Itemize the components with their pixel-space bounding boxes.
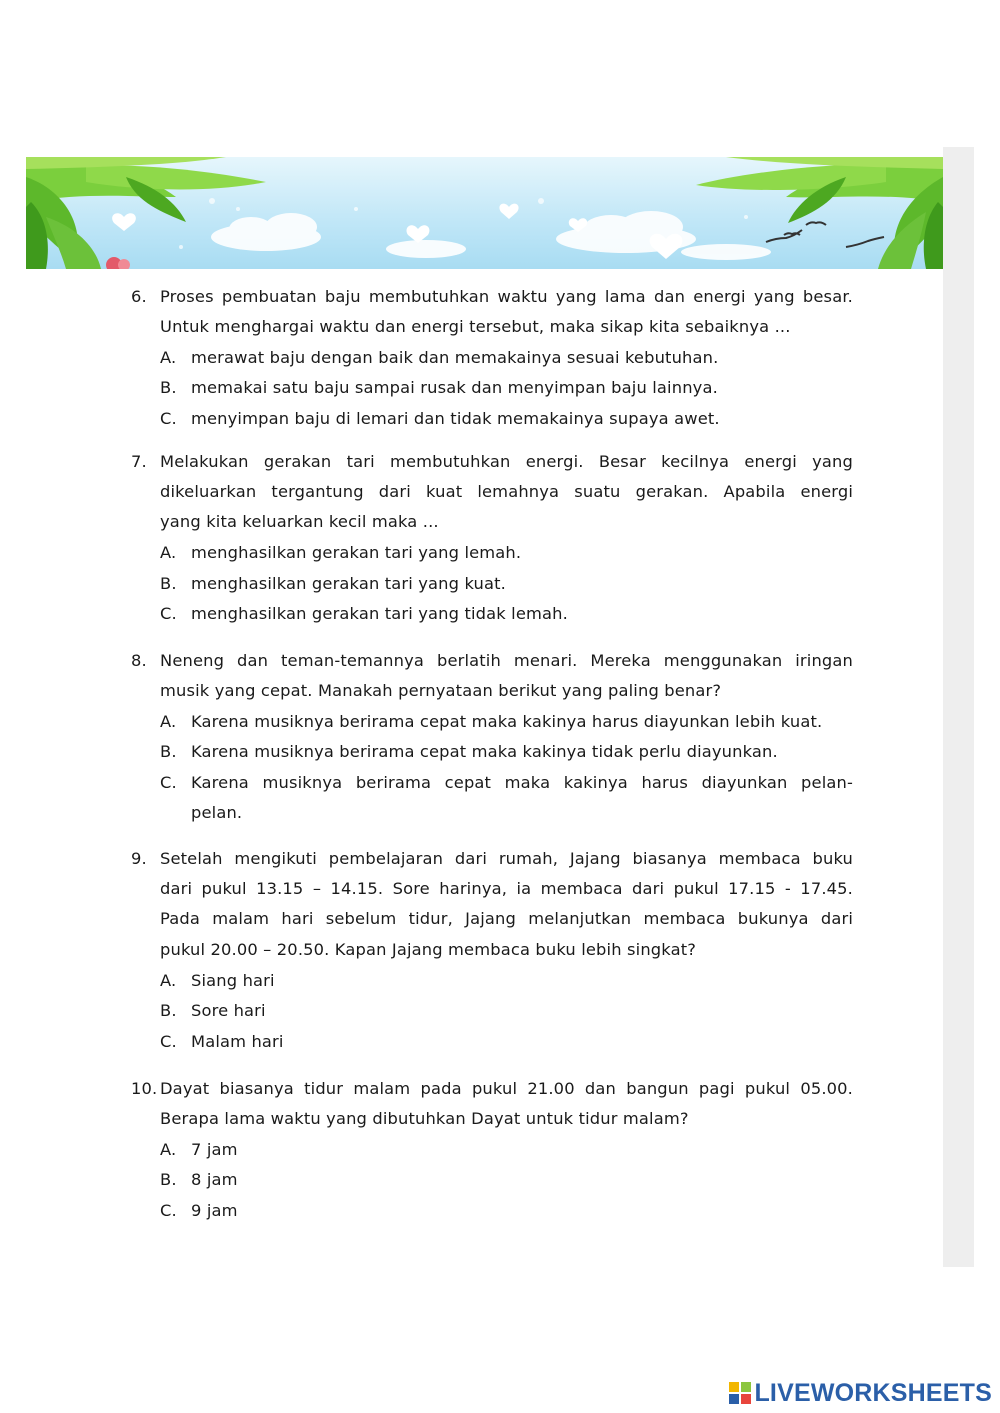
option-letter: A. — [160, 970, 177, 990]
question-10 — [131, 1073, 853, 1226]
option-letter: A. — [160, 543, 177, 563]
question-stem-line: Neneng dan teman-temannya berlatih menari. Mereka menggunakan iringan — [160, 650, 853, 670]
banner-illustration — [26, 157, 943, 269]
question-stem-line: dari pukul 13.15 – 14.15. Sore harinya, ia membaca dari pukul 17.15 - 17.45. — [160, 878, 853, 898]
question-9 — [131, 843, 853, 1057]
brand-name: LIVEWORKSHEETS — [754, 1378, 992, 1407]
option-text: memakai satu baju sampai rusak dan menyimpan baju lainnya. — [191, 378, 718, 398]
answer-option-c[interactable] — [131, 767, 853, 798]
footer — [729, 1378, 992, 1408]
option-text: menghasilkan gerakan tari yang tidak lemah. — [191, 604, 568, 624]
answer-option-b[interactable] — [131, 737, 853, 768]
question-stem-line: Pada malam hari sebelum tidur, Jajang melanjutkan membaca bukunya dari — [160, 909, 853, 928]
answer-option-c[interactable] — [131, 403, 853, 434]
answer-option-a[interactable] — [131, 1134, 853, 1165]
answer-option-c[interactable] — [131, 1195, 853, 1226]
option-letter: A. — [160, 347, 177, 367]
question-stem-row — [131, 843, 853, 874]
answer-option-b[interactable] — [131, 568, 853, 599]
option-letter: C. — [160, 1200, 177, 1220]
option-text: menyimpan baju di lemari dan tidak memakainya supaya awet. — [191, 408, 720, 428]
question-8 — [131, 645, 853, 828]
answer-option-a[interactable] — [131, 706, 853, 737]
option-text: Karena musiknya berirama cepat maka kakinya harus diayunkan lebih kuat. — [191, 711, 823, 731]
question-7 — [131, 446, 853, 629]
option-letter: B. — [160, 378, 177, 398]
question-stem-line: Melakukan gerakan tari membutuhkan energi. Besar kecilnya energi yang — [160, 451, 853, 471]
option-letter: C. — [160, 772, 177, 792]
question-6 — [131, 281, 853, 434]
answer-option-a[interactable] — [131, 538, 853, 569]
question-number: 10. — [131, 1078, 158, 1098]
answer-option-b[interactable] — [131, 1165, 853, 1196]
question-stem-line: Proses pembuatan baju membutuhkan waktu yang lama dan energi yang besar. — [160, 286, 853, 306]
option-text: Siang hari — [191, 970, 275, 990]
question-stem-line: pukul 20.00 – 20.50. Kapan Jajang membaca buku lebih singkat? — [160, 939, 697, 959]
answer-option-a[interactable] — [131, 342, 853, 373]
answer-option-a[interactable] — [131, 965, 853, 996]
option-text: menghasilkan gerakan tari yang kuat. — [191, 573, 506, 593]
question-stem-row — [131, 446, 853, 477]
option-text-continued: pelan. — [191, 802, 243, 822]
question-stem-line: Berapa lama waktu yang dibutuhkan Dayat untuk tidur malam? — [160, 1108, 689, 1128]
question-stem-row — [131, 1073, 853, 1104]
option-letter: C. — [160, 604, 177, 624]
option-text: Malam hari — [191, 1031, 284, 1051]
sheet-edge-right — [943, 147, 974, 1267]
answer-option-b[interactable] — [131, 996, 853, 1027]
question-number: 8. — [131, 650, 147, 670]
option-letter: A. — [160, 711, 177, 731]
option-letter: B. — [160, 573, 177, 593]
question-number: 7. — [131, 451, 147, 471]
option-text: 8 jam — [191, 1170, 238, 1190]
option-letter: B. — [160, 1001, 177, 1021]
option-text: Sore hari — [191, 1001, 266, 1021]
option-text: 9 jam — [191, 1200, 238, 1220]
option-letter: B. — [160, 742, 177, 762]
answer-option-b[interactable] — [131, 373, 853, 404]
answer-option-c[interactable] — [131, 599, 853, 630]
option-text: menghasilkan gerakan tari yang lemah. — [191, 543, 522, 563]
option-text: Karena musiknya berirama cepat maka kakinya harus diayunkan pelan- — [191, 772, 853, 792]
question-number: 6. — [131, 286, 147, 306]
question-stem-line: musik yang cepat. Manakah pernyataan berikut yang paling benar? — [160, 680, 722, 700]
question-stem-line: yang kita keluarkan kecil maka ... — [160, 512, 439, 531]
question-stem-line: dikeluarkan tergantung dari kuat lemahnya suatu gerakan. Apabila energi — [160, 481, 853, 501]
option-letter: C. — [160, 1031, 177, 1051]
option-letter: C. — [160, 408, 177, 428]
question-stem-row — [131, 281, 853, 312]
option-letter: B. — [160, 1170, 177, 1190]
question-number: 9. — [131, 848, 147, 868]
question-stem-line: Setelah mengikuti pembelajaran dari rumah, Jajang biasanya membaca buku — [160, 848, 853, 868]
question-stem-line: Dayat biasanya tidur malam pada pukul 21.00 dan bangun pagi pukul 05.00. — [160, 1078, 853, 1098]
liveworksheets-logo-icon — [729, 1382, 751, 1404]
option-letter: A. — [160, 1139, 177, 1159]
option-text: 7 jam — [191, 1139, 238, 1159]
question-stem-line: Untuk menghargai waktu dan energi tersebut, maka sikap kita sebaiknya ... — [160, 316, 791, 336]
answer-option-c[interactable] — [131, 1026, 853, 1057]
option-text: Karena musiknya berirama cepat maka kakinya tidak perlu diayunkan. — [191, 742, 778, 762]
question-stem-row — [131, 645, 853, 676]
option-text: merawat baju dengan baik dan memakainya sesuai kebutuhan. — [191, 347, 719, 367]
